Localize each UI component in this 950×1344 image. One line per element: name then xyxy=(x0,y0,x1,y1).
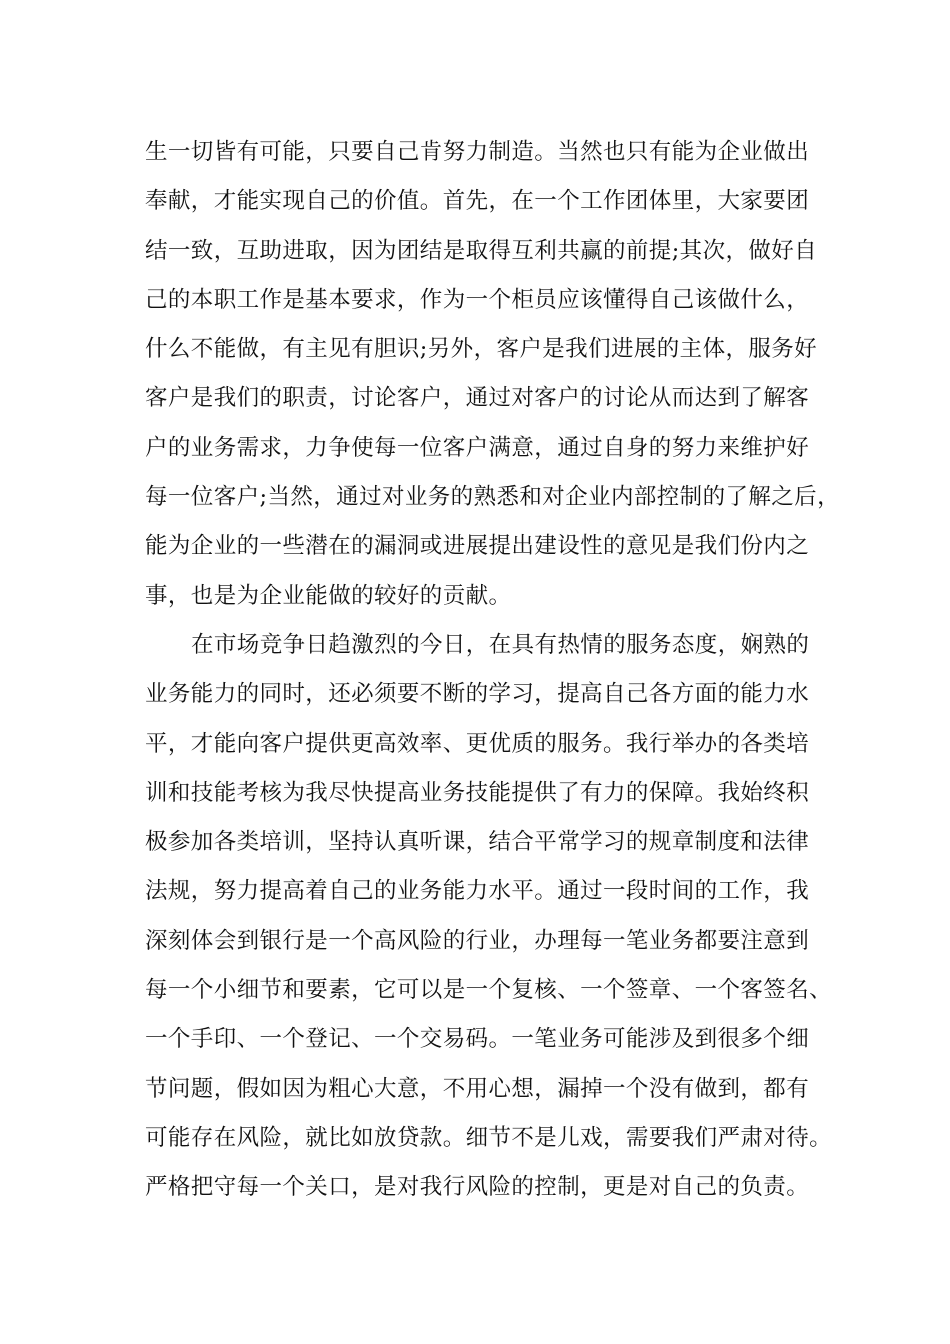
text-line: 什么不能做，有主见有胆识;另外，客户是我们进展的主体，服务好 xyxy=(145,336,818,363)
paragraph xyxy=(145,621,845,1213)
text-line: 节问题，假如因为粗心大意，不用心想，漏掉一个没有做到，都有 xyxy=(145,1075,810,1102)
text-line: 严格把守每一个关口，是对我行风险的控制，更是对自己的负责。 xyxy=(145,1174,810,1201)
text-line: 在市场竞争日趋激烈的今日，在具有热情的服务态度，娴熟的 xyxy=(191,631,810,658)
text-line: 可能存在风险，就比如放贷款。细节不是儿戏，需要我们严肃对待。 xyxy=(145,1124,833,1151)
text-line: 事，也是为企业能做的较好的贡献。 xyxy=(145,582,512,609)
text-line: 深刻体会到银行是一个高风险的行业，办理每一笔业务都要注意到 xyxy=(145,927,810,954)
text-line: 奉献，才能实现自己的价值。首先，在一个工作团体里，大家要团 xyxy=(145,188,810,215)
text-line: 极参加各类培训，坚持认真听课，结合平常学习的规章制度和法律 xyxy=(145,829,810,856)
text-line: 每一位客户;当然，通过对业务的熟悉和对企业内部控制的了解之后， xyxy=(145,484,840,511)
text-line: 法规，努力提高着自己的业务能力水平。通过一段时间的工作，我 xyxy=(145,878,810,905)
text-line: 每一个小细节和要素，它可以是一个复核、一个签章、一个客签名、 xyxy=(145,977,833,1004)
text-line: 结一致，互助进取，因为团结是取得互利共赢的前提;其次，做好自 xyxy=(145,237,818,264)
text-line: 客户是我们的职责，讨论客户，通过对客户的讨论从而达到了解客 xyxy=(145,385,810,412)
text-line: 己的本职工作是基本要求，作为一个柜员应该懂得自己该做什么， xyxy=(145,286,810,313)
paragraph xyxy=(145,128,845,621)
text-line: 能为企业的一些潜在的漏洞或进展提出建设性的意见是我们份内之 xyxy=(145,533,810,560)
text-line: 一个手印、一个登记、一个交易码。一笔业务可能涉及到很多个细 xyxy=(145,1026,810,1053)
text-line: 训和技能考核为我尽快提高业务技能提供了有力的保障。我始终积 xyxy=(145,779,810,806)
text-line: 平，才能向客户提供更高效率、更优质的服务。我行举办的各类培 xyxy=(145,730,810,757)
document-body xyxy=(145,128,845,1213)
text-line: 生一切皆有可能，只要自己肯努力制造。当然也只有能为企业做出 xyxy=(145,139,810,165)
text-line: 户的业务需求，力争使每一位客户满意，通过自身的努力来维护好 xyxy=(145,434,810,461)
text-line: 业务能力的同时，还必须要不断的学习，提高自己各方面的能力水 xyxy=(145,681,810,708)
